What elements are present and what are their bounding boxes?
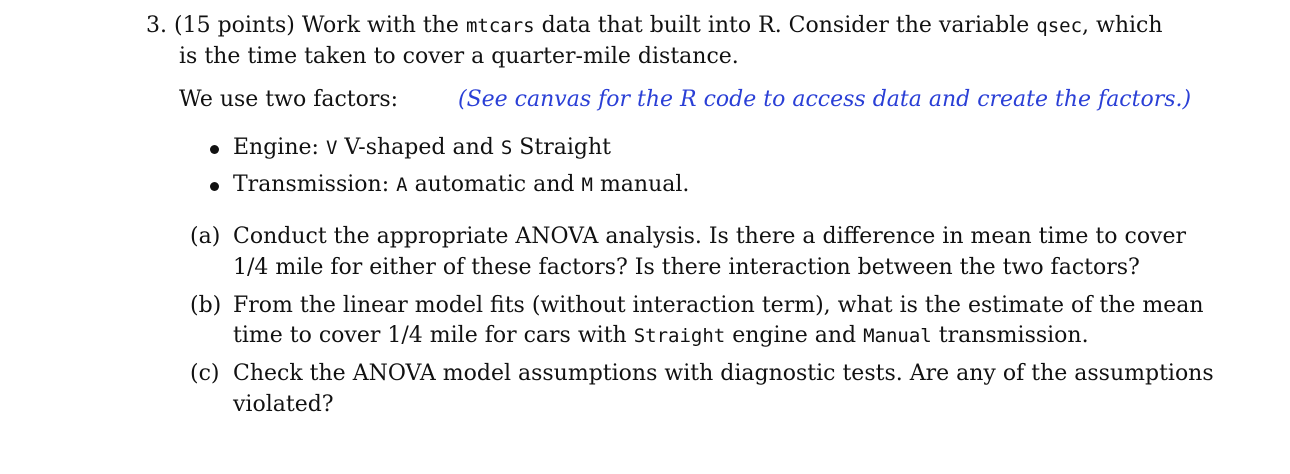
problem-number: 3. <box>146 13 167 38</box>
part-b-label: (b) <box>190 293 222 318</box>
part-b-text-a: time to cover 1/4 mile for cars with <box>233 323 627 348</box>
engine-text-b: Straight <box>519 135 611 160</box>
problem-points: (15 points) <box>174 13 295 38</box>
problem-second-line: is the time taken to cover a quarter-mile distance. <box>179 44 739 69</box>
transmission-text-b: manual. <box>599 172 690 197</box>
problem-header-line <box>146 12 1163 40</box>
part-b-line1: From the linear model fits (without interaction term), what is the estimate of the mean <box>233 293 1204 318</box>
canvas-note: (See canvas for the R code to access data and create the factors.) <box>458 87 1192 112</box>
problem-text-a: Work with the <box>301 13 459 38</box>
problem-text-c: , which <box>1082 13 1163 38</box>
transmission-code-a: A <box>396 174 408 196</box>
transmission-text-a: automatic and <box>414 172 575 197</box>
engine-code-s: S <box>500 137 513 159</box>
bullet-transmission <box>233 171 689 199</box>
part-b-line2 <box>233 322 1089 350</box>
transmission-label: Transmission: <box>233 172 390 197</box>
factors-intro: We use two factors: <box>179 87 399 112</box>
transmission-code-m: M <box>581 174 593 196</box>
part-c-label: (c) <box>190 361 220 386</box>
bullet-dot-engine <box>210 145 219 154</box>
bullet-engine <box>233 134 611 162</box>
engine-text-a: V-shaped and <box>344 135 494 160</box>
part-c-line2: violated? <box>233 392 334 417</box>
part-a-line2: 1/4 mile for either of these factors? Is there interaction between the two factors? <box>233 255 1140 280</box>
code-straight: Straight <box>633 325 726 347</box>
engine-code-v: V <box>325 137 338 159</box>
part-c-line1: Check the ANOVA model assumptions with diagnostic tests. Are any of the assumptions <box>233 361 1214 386</box>
code-qsec: qsec <box>1036 15 1083 37</box>
engine-label: Engine: <box>233 135 319 160</box>
part-b-text-b: engine and <box>732 323 857 348</box>
part-a-line1: Conduct the appropriate ANOVA analysis. Is there a difference in mean time to cover <box>233 224 1187 249</box>
code-manual: Manual <box>863 325 932 347</box>
bullet-dot-transmission <box>210 182 219 191</box>
part-a-label: (a) <box>190 224 221 249</box>
part-b-text-c: transmission. <box>938 323 1089 348</box>
code-mtcars: mtcars <box>465 15 535 37</box>
problem-text-b: data that built into R. Consider the variable <box>541 13 1030 38</box>
